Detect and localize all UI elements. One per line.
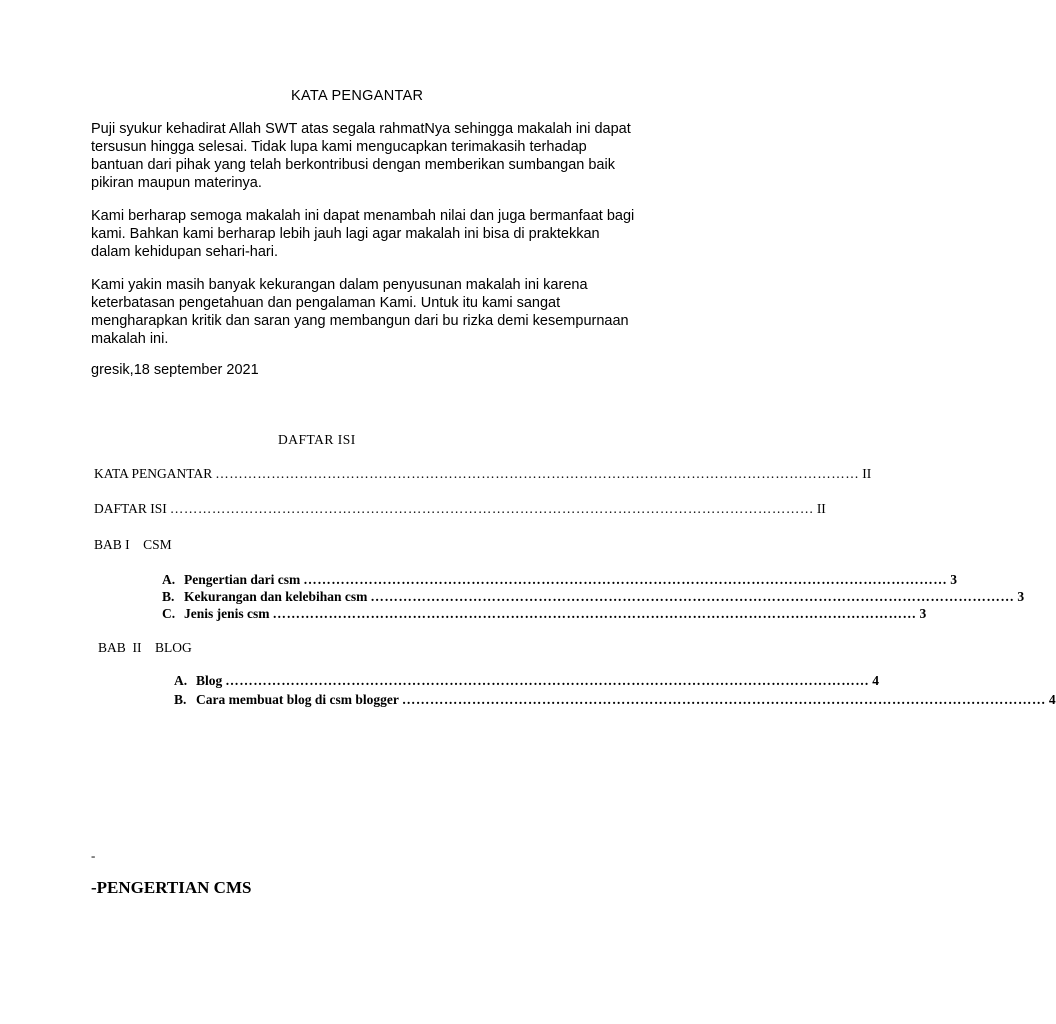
toc-entry-label: DAFTAR ISI: [94, 501, 167, 516]
toc-item-page: 4: [1048, 692, 1056, 707]
toc-item-marker: A.: [162, 572, 176, 587]
intro-paragraph-3: Kami yakin masih banyak kekurangan dalam penyusunan makalah ini karena keterbatasan pengetahuan dan pengalaman Kami. Untuk itu kami sangat mengharapkan kritik dan saran yang membangun dari bu rizka demi kesempurnaan makalah ini.: [91, 277, 629, 347]
toc-item-label: Jenis jenis csm: [184, 606, 270, 621]
toc-item-label: Blog: [196, 673, 223, 688]
toc-leader-dots: …………………………………………………………………………………………………………………………: [401, 692, 1046, 707]
toc-item: [162, 589, 1025, 607]
intro-paragraph-2: Kami berharap semoga makalah ini dapat menambah nilai dan juga bermanfaat bagi kami. Bahkan kami berharap lebih jauh lagi agar makalah ini bisa di praktekkan dalam kehidupan sehari-hari.: [91, 208, 635, 260]
toc-item: [174, 673, 880, 691]
toc-item-page: 3: [919, 606, 927, 621]
toc-item-page: 3: [950, 572, 957, 587]
chapter-heading-bab-2: BAB II BLOG: [98, 640, 192, 655]
toc-item: [162, 572, 957, 590]
toc-item-label: Cara membuat blog di csm blogger: [196, 692, 399, 707]
toc-leader-dots: …………………………………………………………………………………………………………………………: [272, 606, 917, 621]
toc-item-label: Pengertian dari csm: [184, 572, 301, 587]
toc-leader-dots: …………………………………………………………………………………………………………………………: [370, 589, 1015, 604]
toc-item-marker: C.: [162, 606, 176, 621]
kata-pengantar-title: KATA PENGANTAR: [291, 88, 424, 104]
date-line: gresik,18 september 2021: [91, 362, 259, 378]
daftar-isi-title: DAFTAR ISI: [278, 432, 356, 447]
toc-item-marker: B.: [174, 692, 187, 707]
intro-paragraph-1: Puji syukur kehadirat Allah SWT atas segala rahmatNya sehingga makalah ini dapat tersusun hingga selesai. Tidak lupa kami mengucapkan terimakasih terhadap bantuan dari pihak yang telah berkontribusi dengan memberikan sumbangan baik pikiran maupun materinya.: [91, 121, 631, 191]
toc-item-marker: B.: [162, 589, 175, 604]
toc-item: [174, 692, 1056, 710]
toc-item-page: 3: [1017, 589, 1025, 604]
toc-leader-dots: …………………………………………………………………………………………………………………………: [303, 572, 948, 587]
toc-leader-dots: …………………………………………………………………………………………………………………………: [169, 501, 814, 516]
toc-item: [162, 606, 927, 624]
dash-line: -: [91, 848, 96, 863]
toc-entry-page: II: [862, 466, 872, 481]
toc-item-marker: A.: [174, 673, 188, 688]
chapter-heading-bab-1: BAB I CSM: [94, 537, 172, 552]
toc-entry-label: KATA PENGANTAR: [94, 466, 213, 481]
toc-item-label: Kekurangan dan kelebihan csm: [184, 589, 368, 604]
toc-item-page: 4: [872, 673, 880, 688]
toc-entry-page: II: [816, 501, 826, 516]
toc-entry-kata-pengantar: [94, 466, 872, 484]
toc-leader-dots: …………………………………………………………………………………………………………………………: [225, 673, 870, 688]
toc-entry-daftar-isi: [94, 501, 826, 519]
section-heading-pengertian-cms: -PENGERTIAN CMS: [91, 878, 252, 897]
toc-leader-dots: …………………………………………………………………………………………………………………………: [215, 466, 860, 481]
